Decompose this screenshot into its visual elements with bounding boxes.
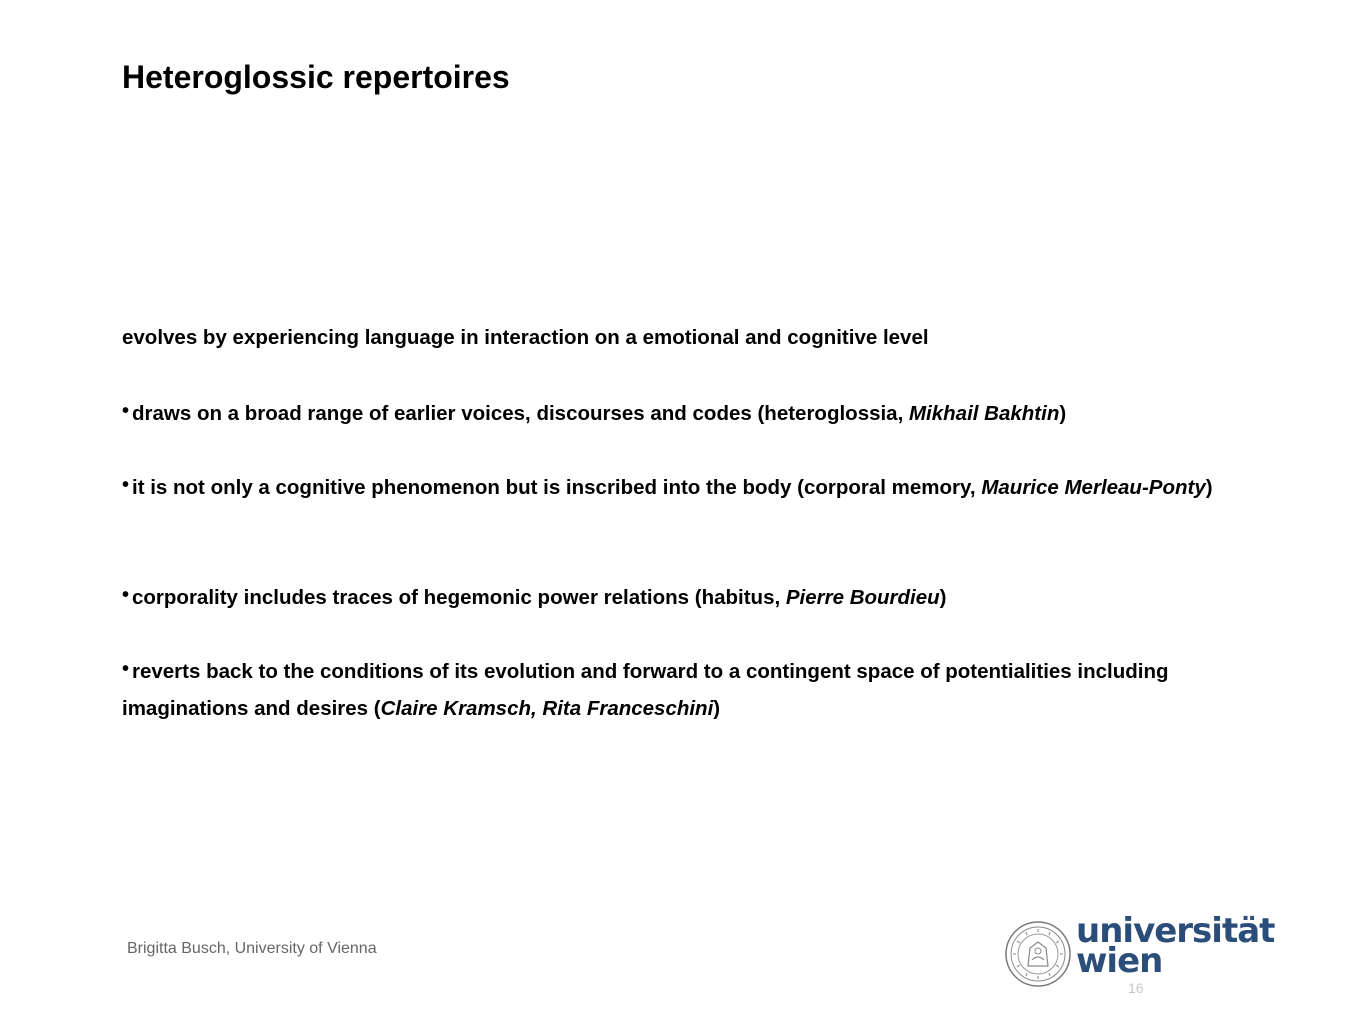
intro-line (122, 319, 1252, 356)
university-seal-icon (1004, 920, 1072, 988)
university-wordmark (1076, 911, 1275, 981)
bullet-text: corporality includes traces of hegemonic power relations (habitus, (132, 586, 786, 609)
bullet-item-kramsch (122, 651, 1252, 727)
page-number: 16 (1128, 980, 1144, 996)
bullet-author: Claire Kramsch, Rita Franceschini (380, 697, 714, 720)
bullet-text: it is not only a cognitive phenomenon but is inscribed into the body (corporal memory, (132, 476, 982, 499)
bullet-item-bourdieu (122, 577, 1252, 616)
bullet-author: Pierre Bourdieu (785, 586, 940, 609)
bullet-item-bakhtin (122, 393, 1252, 432)
wordmark-line-1: universität (1076, 911, 1275, 951)
bullet-icon: • (122, 584, 130, 606)
bullet-text-end: ) (1205, 476, 1213, 499)
bullet-item-merleau-ponty (122, 467, 1252, 506)
bullet-icon: • (122, 658, 130, 680)
bullet-icon: • (122, 474, 130, 496)
bullet-text: draws on a broad range of earlier voices, discourses and codes (heteroglossia, (132, 402, 909, 425)
bullet-text-end: ) (713, 697, 721, 720)
bullet-icon: • (122, 400, 130, 422)
bullet-text-end: ) (939, 586, 947, 609)
wordmark-line-2: wien (1076, 941, 1163, 981)
bullet-author: Maurice Merleau-Ponty (981, 476, 1206, 499)
bullet-text-end: ) (1059, 402, 1067, 425)
bullet-text: reverts back to the conditions of its evolution and forward to a contingent space of potentialities including imaginations and desires ( (122, 660, 1169, 720)
footer-author: Brigitta Busch, University of Vienna (127, 940, 377, 957)
university-logo (1004, 911, 1275, 990)
intro-line-text: evolves by experiencing language in interaction on a emotional and cognitive level (122, 326, 929, 349)
slide-title: Heteroglossic repertoires (122, 59, 510, 95)
bullet-author: Mikhail Bakhtin (908, 402, 1060, 425)
